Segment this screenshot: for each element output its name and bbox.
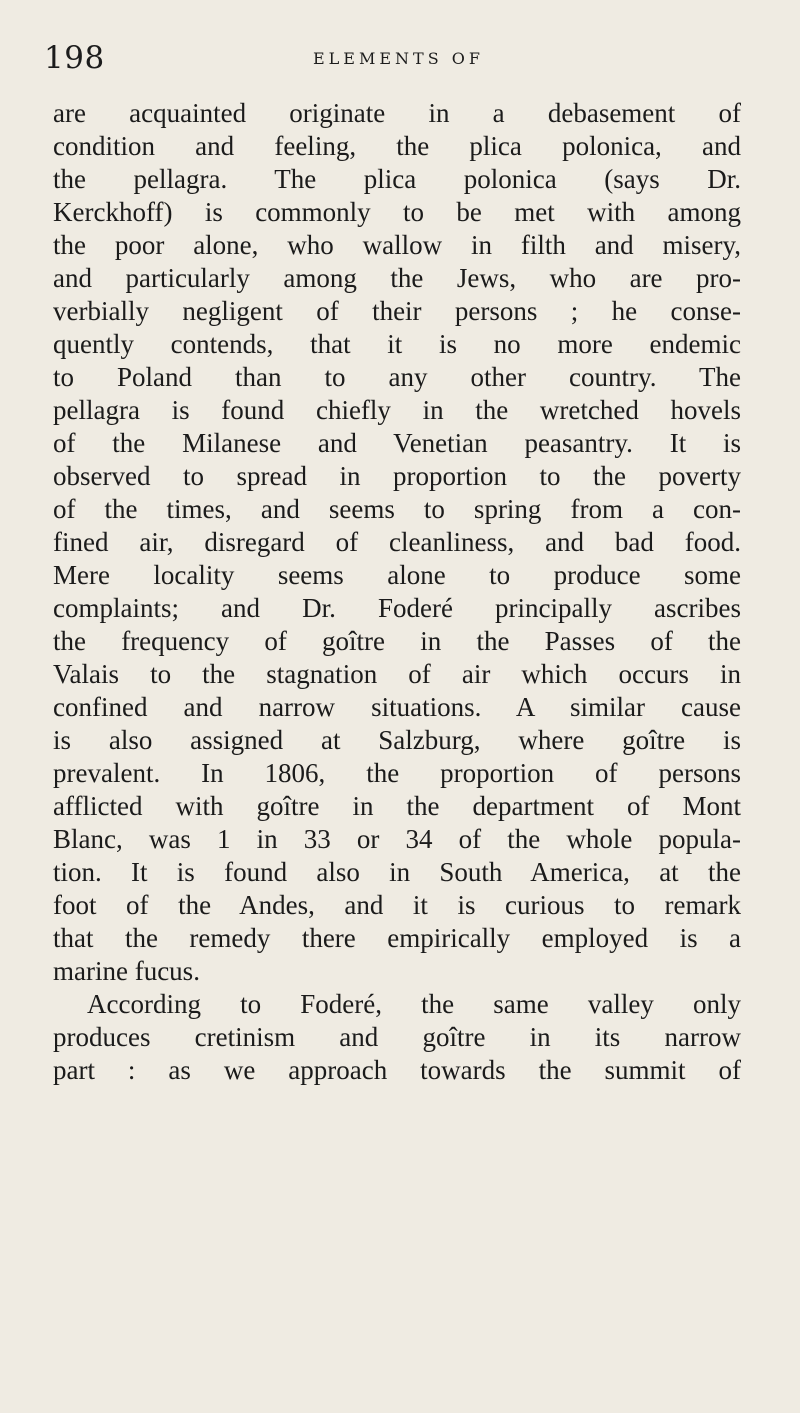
text-line: to Poland than to any other country. The: [53, 362, 741, 392]
text-line: foot of the Andes, and it is curious to remark: [53, 890, 742, 920]
text-line: Valais to the stagnation of air which occurs in: [53, 659, 742, 689]
text-line: observed to spread in proportion to the poverty: [53, 461, 742, 491]
page-number: 198: [44, 40, 105, 76]
text-line: of the Milanese and Venetian peasantry. It is: [53, 428, 742, 458]
text-line: is also assigned at Salzburg, where goître is: [53, 725, 741, 755]
text-line: of the times, and seems to spring from a con-: [53, 494, 741, 524]
text-line: and particularly among the Jews, who are pro-: [53, 263, 742, 293]
text-line: verbially negligent of their persons ; he conse-: [53, 296, 742, 326]
text-line: are acquainted originate in a debasement of: [53, 98, 741, 128]
text-line: Kerckhoff) is commonly to be met with among: [53, 197, 741, 227]
text-line: According to Foderé, the same valley only: [87, 989, 742, 1019]
text-line: quently contends, that it is no more endemic: [53, 329, 741, 359]
text-line: Mere locality seems alone to produce some: [53, 560, 741, 590]
text-line: pellagra is found chiefly in the wretched hovels: [53, 395, 742, 425]
text-line: afflicted with goître in the department of Mont: [53, 791, 742, 821]
text-line: fined air, disregard of cleanliness, and bad food.: [53, 527, 742, 557]
text-line: the pellagra. The plica polonica (says Dr.: [53, 164, 741, 194]
text-line: the poor alone, who wallow in filth and misery,: [53, 230, 742, 260]
text-line: tion. It is found also in South America, at the: [53, 857, 741, 887]
text-line: Blanc, was 1 in 33 or 34 of the whole popula-: [53, 824, 741, 854]
running-title: ELEMENTS OF: [313, 49, 484, 68]
text-line: that the remedy there empirically employed is a: [53, 923, 742, 953]
text-line: the frequency of goître in the Passes of the: [53, 626, 742, 656]
text-line: complaints; and Dr. Foderé principally ascribes: [53, 593, 742, 623]
text-line: marine fucus.: [53, 956, 200, 986]
text-line: part : as we approach towards the summit of: [53, 1055, 741, 1085]
text-line: produces cretinism and goître in its narrow: [53, 1022, 741, 1052]
text-line: confined and narrow situations. A similar cause: [53, 692, 741, 722]
text-line: condition and feeling, the plica polonica, and: [53, 131, 741, 161]
text-line: prevalent. In 1806, the proportion of persons: [53, 758, 741, 788]
